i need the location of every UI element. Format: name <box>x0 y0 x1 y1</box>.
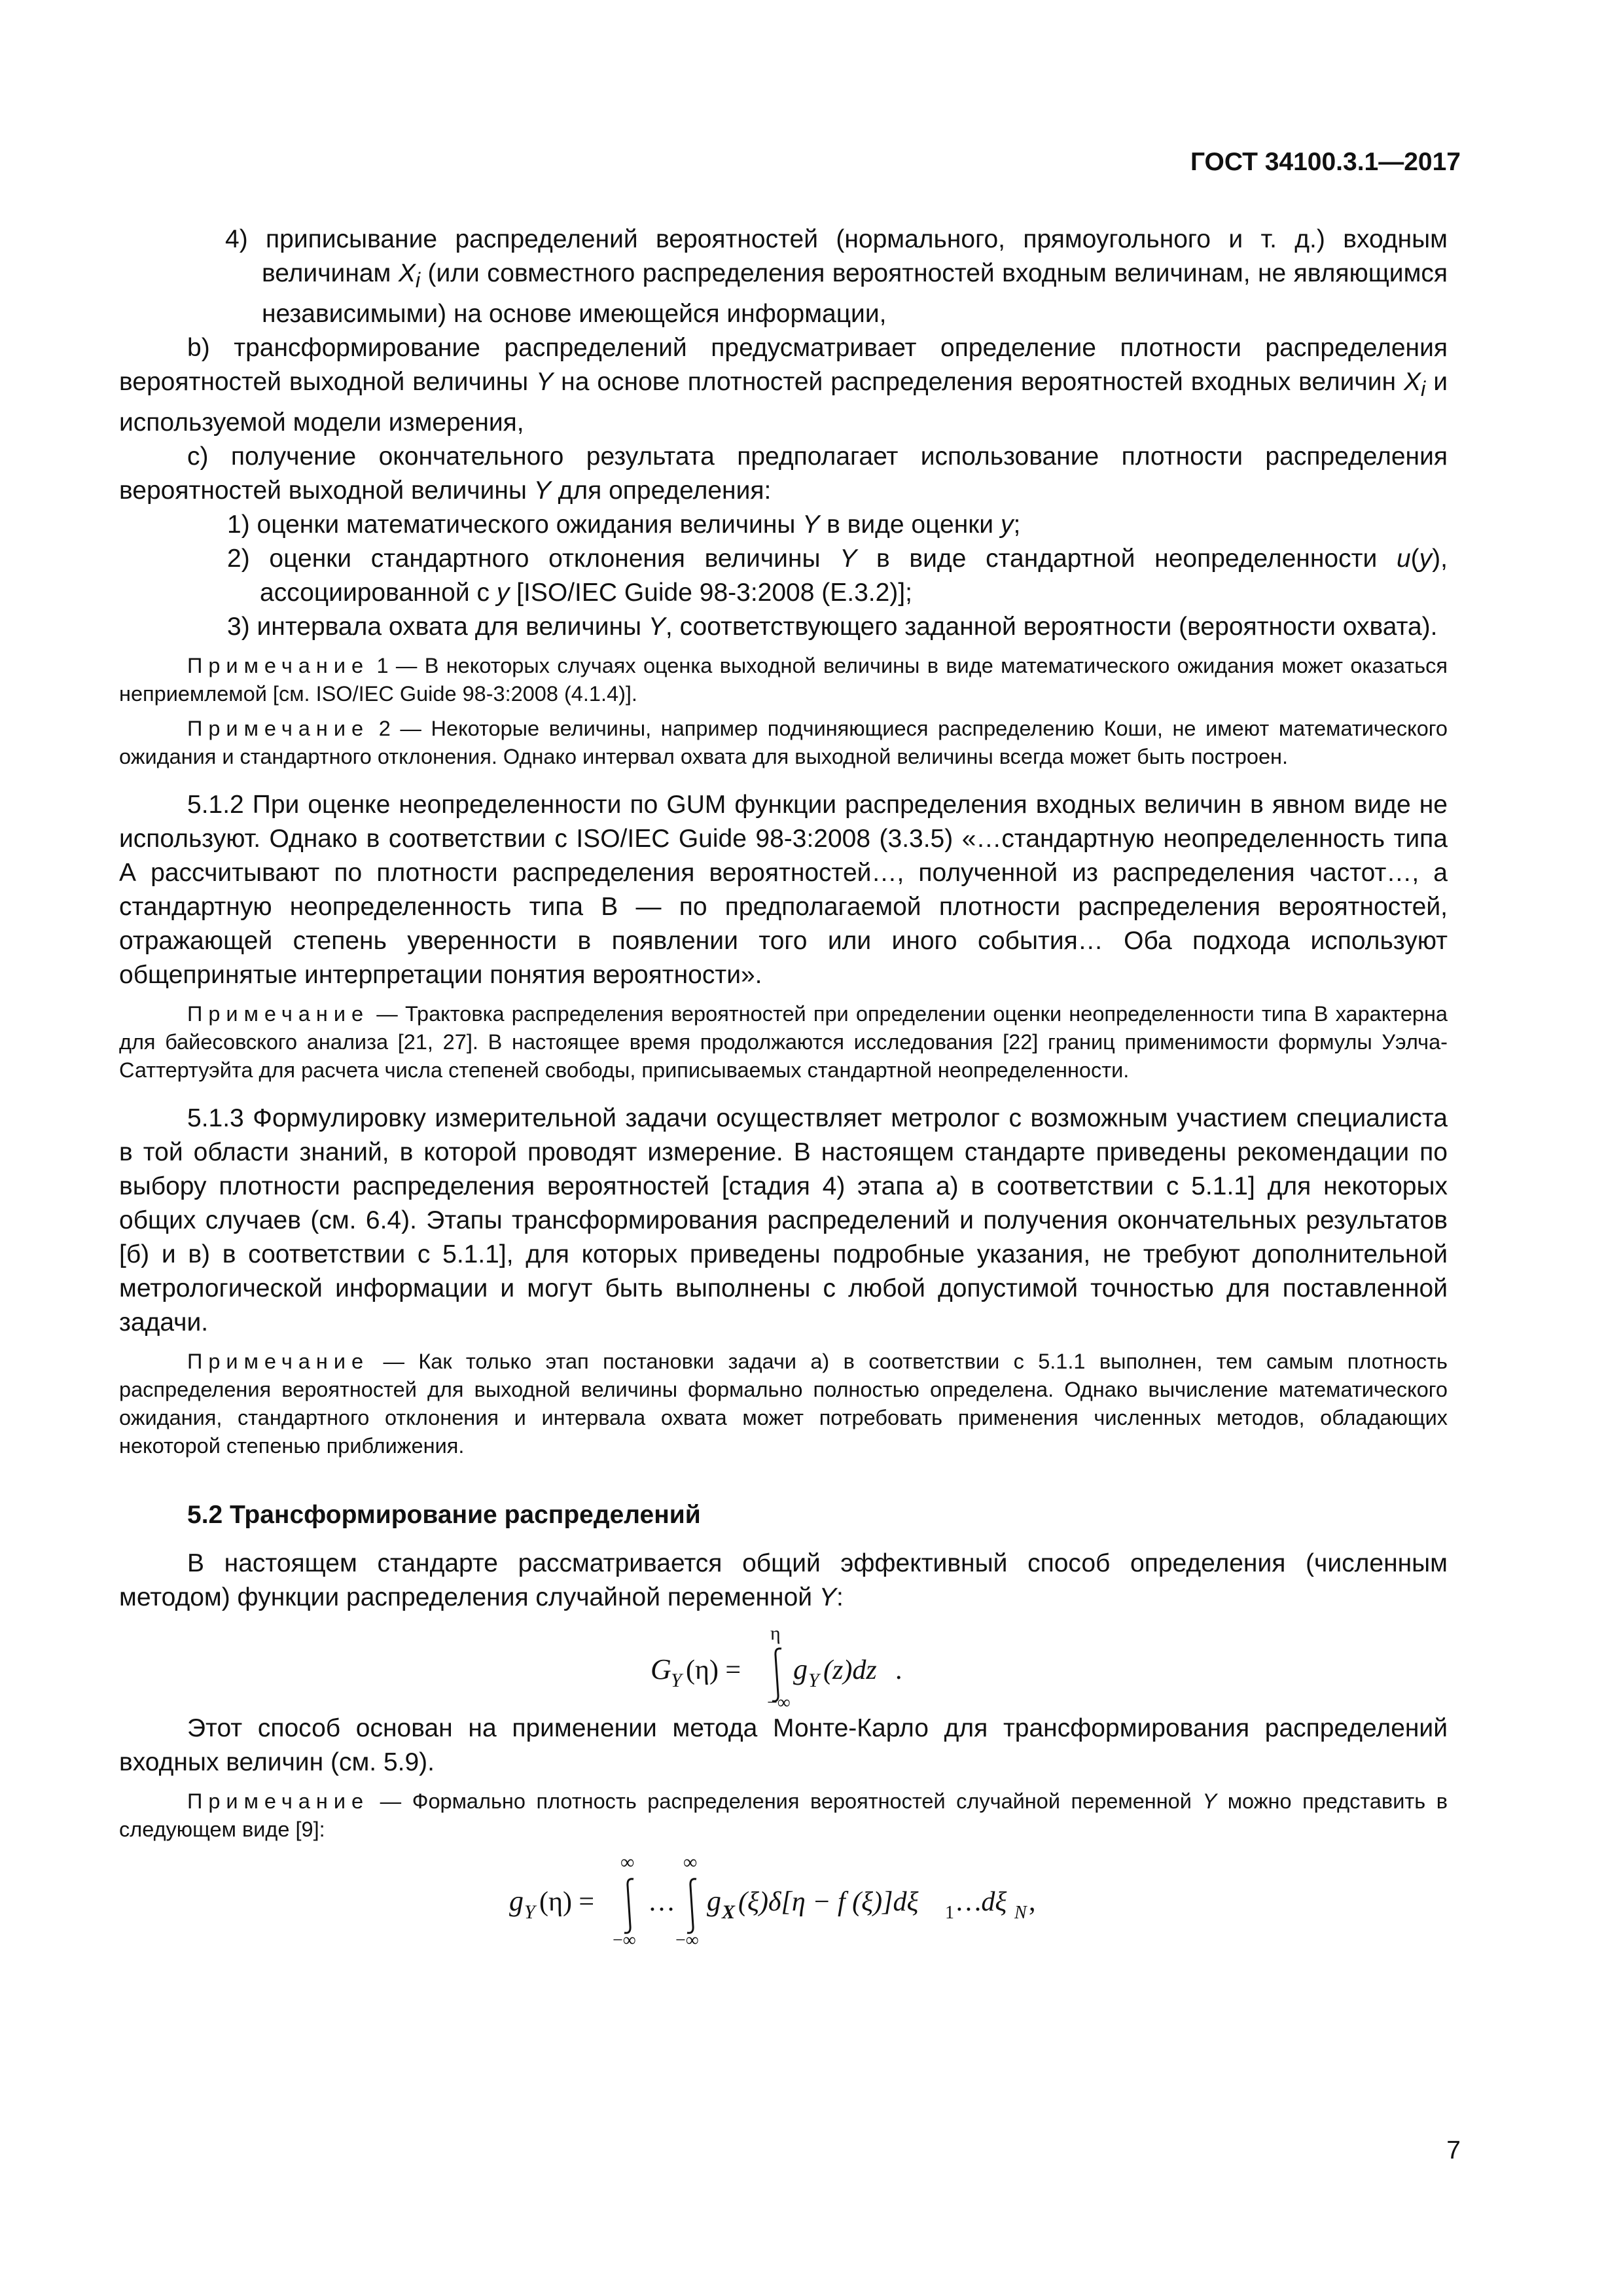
document-header: ГОСТ 34100.3.1—2017 <box>1190 148 1461 176</box>
formula-2-d1: 1 <box>945 1902 954 1923</box>
formula-1-g-sub: Y <box>808 1669 819 1691</box>
formula-2-svg <box>119 1854 1448 1952</box>
integral-sign-2b <box>687 1878 696 1933</box>
formula-1-g: g <box>793 1653 808 1685</box>
paragraph-item-4: 4) приписывание распределений вероятностей (нормального, прямоугольного и т. д.) входным величинам $X_i$ (или совместного распределения вероятностей входным величинам, не являющимся независимыми) на основе имеющейся информации, <box>225 225 1448 328</box>
formula-2-g-sub: Y <box>524 1901 535 1923</box>
formula-2-gX: g <box>707 1884 721 1917</box>
formula-2-mid: …dξ <box>957 1886 1007 1917</box>
document-body <box>119 223 1448 1952</box>
note-5-2: Примечание — Формально плотность распределения вероятностей случайной переменной Y можно представить в следующем виде [9]: <box>119 1789 1448 1841</box>
formula-1-G: G <box>651 1653 671 1685</box>
formula-probability-density <box>119 1854 1448 1952</box>
formula-1-svg <box>119 1626 1448 1712</box>
note-1: Примечание 1 — В некоторых случаях оценка выходной величины в виде математического ожидания может оказаться неприемлемой [см. ISO/IEC Guide 98-3:2008 (4.1.4)]. <box>119 653 1448 706</box>
section-heading-5-2: 5.2 Трансформирование распределений <box>187 1500 701 1529</box>
paragraph-5-2-a: В настоящем стандарте рассматривается общий эффективный способ определения (численным методом) функции распределения случайной переменной Y: <box>119 1549 1448 1611</box>
formula-2-upper-limit-1: ∞ <box>620 1854 635 1873</box>
paragraph-c: c) получение окончательного результата предполагает использование плотности распределения вероятностей выходной величины Y для определения: <box>119 442 1448 505</box>
formula-2-gX-sub: X <box>722 1901 736 1923</box>
formula-2-g: g <box>509 1884 524 1917</box>
paragraph-5-1-3: 5.1.3 Формулировку измерительной задачи осуществляет метролог с возможным участием специалиста в той области знаний, в которой проводят измерение. В настоящем стандарте приведены рекомендации по выбору плотности распределения вероятностей [стадия 4) этапа а) в соответствии с 5.1.1] для некоторых общих случаев (см. 6.4). Этапы трансформирования распределений и получения окончательных результатов [б) и в) в соответствии с 5.1.1], для которых приведены подробные указания, не требуют дополнительной метрологической информации и могут быть выполнены с любой допустимой точностью для поставленной задачи. <box>119 1103 1448 1336</box>
note-5-1-3: Примечание — Как только этап постановки задачи а) в соответствии с 5.1.1 выполнен, тем самым плотность распределения вероятностей для выходной величины формально полностью определена. Однако вычисление математического ожидания, стандартного отклонения и интервала охвата может потребовать применения численных методов, обладающих некоторой степенью приближения. <box>119 1349 1448 1458</box>
note-2: Примечание 2 — Некоторые величины, например подчиняющиеся распределению Коши, не имеют математического ожидания и стандартного отклонения. Однако интервал охвата для выходной величины всегда может быть построен. <box>119 716 1448 768</box>
note-5-1-2: Примечание — Трактовка распределения вероятностей при определении оценки неопределенности типа В характерна для байесовского анализа [21, 27]. В настоящее время продолжаются исследования [22] границ применимости формулы Уэлча-Саттертуэйта для расчета числа степеней свободы, приписываемых стандартной неопределенности. <box>119 1001 1448 1082</box>
formula-distribution-function <box>119 1626 1448 1712</box>
formula-1-G-sub: Y <box>671 1669 682 1691</box>
formula-2-dots: … <box>648 1886 675 1917</box>
formula-1-end: . <box>895 1655 902 1685</box>
formula-1-lower-limit: −∞ <box>767 1692 791 1712</box>
formula-2-lower-limit-2: −∞ <box>675 1929 699 1950</box>
formula-2-end: , <box>1029 1886 1036 1917</box>
formula-2-body: (ξ)δ[η − f (ξ)]dξ <box>738 1886 919 1917</box>
paragraph-5-2-b: Этот способ основан на применении метода Монте-Карло для трансформирования распределений входных величин (см. 5.9). <box>119 1713 1448 1776</box>
formula-1-integrand: (z)dz <box>823 1655 877 1685</box>
list-item-c3: 3) интервала охвата для величины Y, соответствующего заданной вероятности (вероятности охвата). <box>227 612 1438 641</box>
formula-1-lhs-arg: (η) = <box>686 1655 741 1685</box>
paragraph-5-1-2: 5.1.2 При оценке неопределенности по GUM функции распределения входных величин в явном виде не используют. Однако в соответствии с ISO/IEC Guide 98-3:2008 (3.3.5) «…стандартную неопределенность типа А рассчитывают по плотности распределения вероятностей…, полученной из распределения частот…, а стандартную неопределенность типа В — по предполагаемой плотности распределения вероятностей, отражающей степень уверенности в появлении того или иного события… Оба подхода используют общепринятые интерпретации понятия вероятности». <box>119 790 1448 989</box>
formula-2-lhs-arg: (η) = <box>539 1886 595 1917</box>
formula-1-upper-limit: η <box>770 1626 781 1644</box>
list-item-c1: 1) оценки математического ожидания величины Y в виде оценки y; <box>227 510 1021 539</box>
formula-2-dN: N <box>1014 1902 1027 1923</box>
paragraph-b: b) трансформирование распределений предусматривает определение плотности распределения вероятностей выходной величины Y на основе плотностей распределения вероятностей входных величин $X_i$ и используемой модели измерения, <box>119 333 1448 437</box>
formula-2-upper-limit-2: ∞ <box>683 1854 698 1873</box>
list-item-c2: 2) оценки стандартного отклонения величины Y в виде стандартной неопределенности u(y), ассоциированной с y [ISO/IEC Guide 98-3:2008 (E.3.2)]; <box>227 544 1448 607</box>
page-number: 7 <box>1446 2136 1461 2164</box>
integral-sign-2a <box>624 1878 633 1933</box>
formula-2-lower-limit-1: −∞ <box>613 1929 636 1950</box>
